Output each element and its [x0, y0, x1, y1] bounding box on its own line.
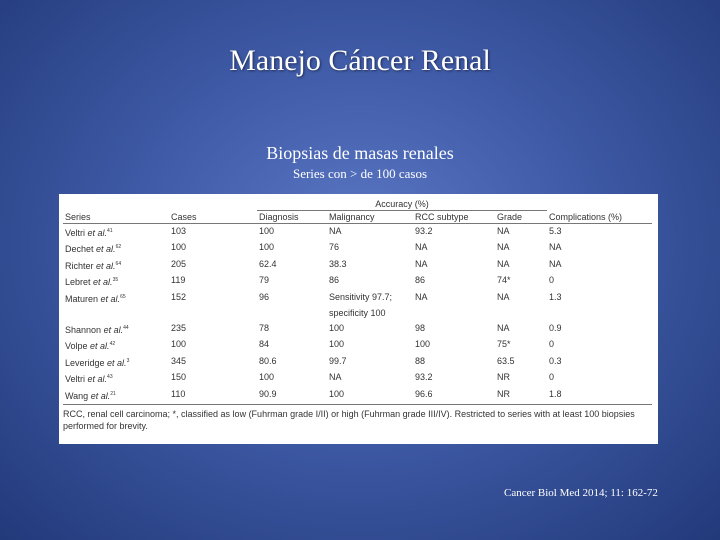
citation: Cancer Biol Med 2014; 11: 162-72 [504, 487, 658, 499]
table-row [63, 338, 652, 355]
table-row [63, 371, 652, 388]
table-row [63, 241, 652, 258]
cell-malignancy: 100 [327, 387, 413, 404]
table-row [63, 274, 652, 291]
header-grade: Grade [495, 211, 547, 224]
cell-complications: 0.9 [549, 322, 562, 333]
cell-series: Maturen et al.$^{65}$ [65, 293, 126, 304]
table-row [63, 321, 652, 338]
cell-rcc-subtype: 88 [415, 355, 426, 366]
cell-series: Leveridge et al.$^3$ [65, 357, 130, 368]
cell-grade: 63.5 [497, 355, 515, 366]
cell-series: Veltri et al.$^{43}$ [65, 374, 113, 384]
cell-cases: 110 [169, 387, 257, 404]
cell-complications: NA [549, 258, 562, 269]
header-rcc-subtype: RCC subtype [413, 211, 495, 224]
cell-complications: 5.3 [549, 225, 562, 236]
cell-grade: NA [497, 322, 510, 333]
cell-malignancy: 100 [329, 322, 345, 333]
cell-grade: NA [497, 225, 510, 236]
cell-rcc-subtype: NA [415, 258, 428, 269]
table-group-header-row [63, 198, 652, 211]
cell-malignancy: 38.3 [329, 258, 347, 269]
cell-series: Shannon et al.$^{44}$ [65, 324, 129, 335]
slide-subtitle: Biopsias de masas renales [266, 143, 454, 163]
cell-cases: 100 [171, 242, 187, 252]
cell-series: Lebret et al.$^{35}$ [65, 277, 119, 287]
cell-series: Richter et al.$^{64}$ [65, 260, 122, 271]
cell-malignancy: specificity 100 [329, 308, 386, 318]
cell-malignancy: NA [329, 372, 342, 382]
cell-malignancy: 99.7 [329, 355, 347, 366]
header-diagnosis: Diagnosis [257, 211, 327, 224]
table-row [63, 257, 652, 274]
cell-diagnosis: 100 [259, 242, 275, 252]
cell-diagnosis: 78 [259, 322, 270, 333]
cell-cases: 345 [171, 355, 187, 366]
table-row [63, 290, 652, 307]
header-complications: Complications (%) [547, 198, 652, 224]
cell-malignancy: Sensitivity 97.7; [329, 291, 393, 302]
cell-complications: 1.3 [549, 291, 562, 302]
cell-diagnosis: 90.9 [257, 387, 327, 404]
table-footnote: RCC, renal cell carcinoma; *, classified as low (Fuhrman grade I/II) or high (Fuhrman grade III/IV). Restricted to series with at least 100 biopsies performed for brevity. [63, 408, 635, 431]
cell-series: Dechet et al.$^{62}$ [65, 244, 122, 254]
cell-cases: 205 [171, 258, 187, 269]
cell-grade: NA [497, 291, 510, 302]
slide-subsubtitle: Series con > de 100 casos [292, 166, 428, 181]
header-cases: Cases [169, 198, 257, 224]
header-accuracy-group: Accuracy (%) [257, 198, 547, 211]
cell-grade: NR [495, 387, 547, 404]
cell-grade: 75* [497, 339, 511, 349]
cell-series [63, 307, 169, 322]
cell-diagnosis: 100 [259, 225, 275, 236]
cell-cases: 100 [171, 339, 187, 349]
biopsy-series-table [63, 198, 652, 405]
cell-cases: 103 [171, 225, 187, 236]
cell-diagnosis: 84 [259, 339, 270, 349]
cell-grade: NR [497, 372, 510, 382]
table-row [63, 354, 652, 371]
cell-series: Wang et al.$^{21}$ [63, 387, 169, 404]
cell-rcc-subtype: 100 [415, 339, 431, 349]
cell-diagnosis: 96 [259, 291, 270, 302]
cell-malignancy: 76 [329, 242, 340, 252]
cell-grade: NA [497, 242, 510, 252]
cell-complications: NA [549, 242, 562, 252]
cell-complications: 0 [549, 372, 555, 382]
cell-complications: 1.8 [547, 387, 652, 404]
table-row [63, 224, 652, 241]
cell-rcc-subtype: NA [415, 291, 428, 302]
cell-rcc-subtype: 93.2 [415, 372, 433, 382]
cell-complications: 0 [549, 339, 555, 349]
cell-series: Veltri et al.$^{41}$ [65, 227, 113, 238]
cell-grade: 74* [497, 275, 511, 285]
cell-malignancy: NA [329, 225, 342, 236]
cell-rcc-subtype: 86 [415, 275, 426, 285]
table-row-continuation [63, 307, 652, 322]
cell-grade: NA [497, 258, 510, 269]
slide-title: Manejo Cáncer Renal [229, 44, 491, 77]
cell-complications [547, 307, 652, 322]
header-malignancy: Malignancy [327, 211, 413, 224]
cell-diagnosis: 100 [259, 372, 275, 382]
header-series: Series [63, 198, 169, 224]
cell-diagnosis: 62.4 [259, 258, 277, 269]
cell-diagnosis [257, 307, 327, 322]
cell-rcc-subtype: 96.6 [413, 387, 495, 404]
cell-cases [169, 307, 257, 322]
cell-rcc-subtype [413, 307, 495, 322]
cell-rcc-subtype: NA [415, 242, 428, 252]
cell-cases: 150 [171, 372, 187, 382]
cell-complications: 0.3 [549, 355, 562, 366]
cell-malignancy: 86 [329, 275, 340, 285]
biopsy-series-table-panel [59, 194, 658, 444]
cell-rcc-subtype: 93.2 [415, 225, 433, 236]
cell-cases: 119 [171, 275, 186, 285]
cell-diagnosis: 80.6 [259, 355, 277, 366]
cell-malignancy: 100 [329, 339, 345, 349]
cell-cases: 235 [171, 322, 187, 333]
table-row [63, 387, 652, 404]
cell-diagnosis: 79 [259, 275, 270, 285]
cell-rcc-subtype: 98 [415, 322, 426, 333]
cell-grade [495, 307, 547, 322]
cell-complications: 0 [549, 275, 555, 285]
cell-cases: 152 [171, 291, 187, 302]
cell-series: Volpe et al.$^{42}$ [65, 341, 116, 351]
